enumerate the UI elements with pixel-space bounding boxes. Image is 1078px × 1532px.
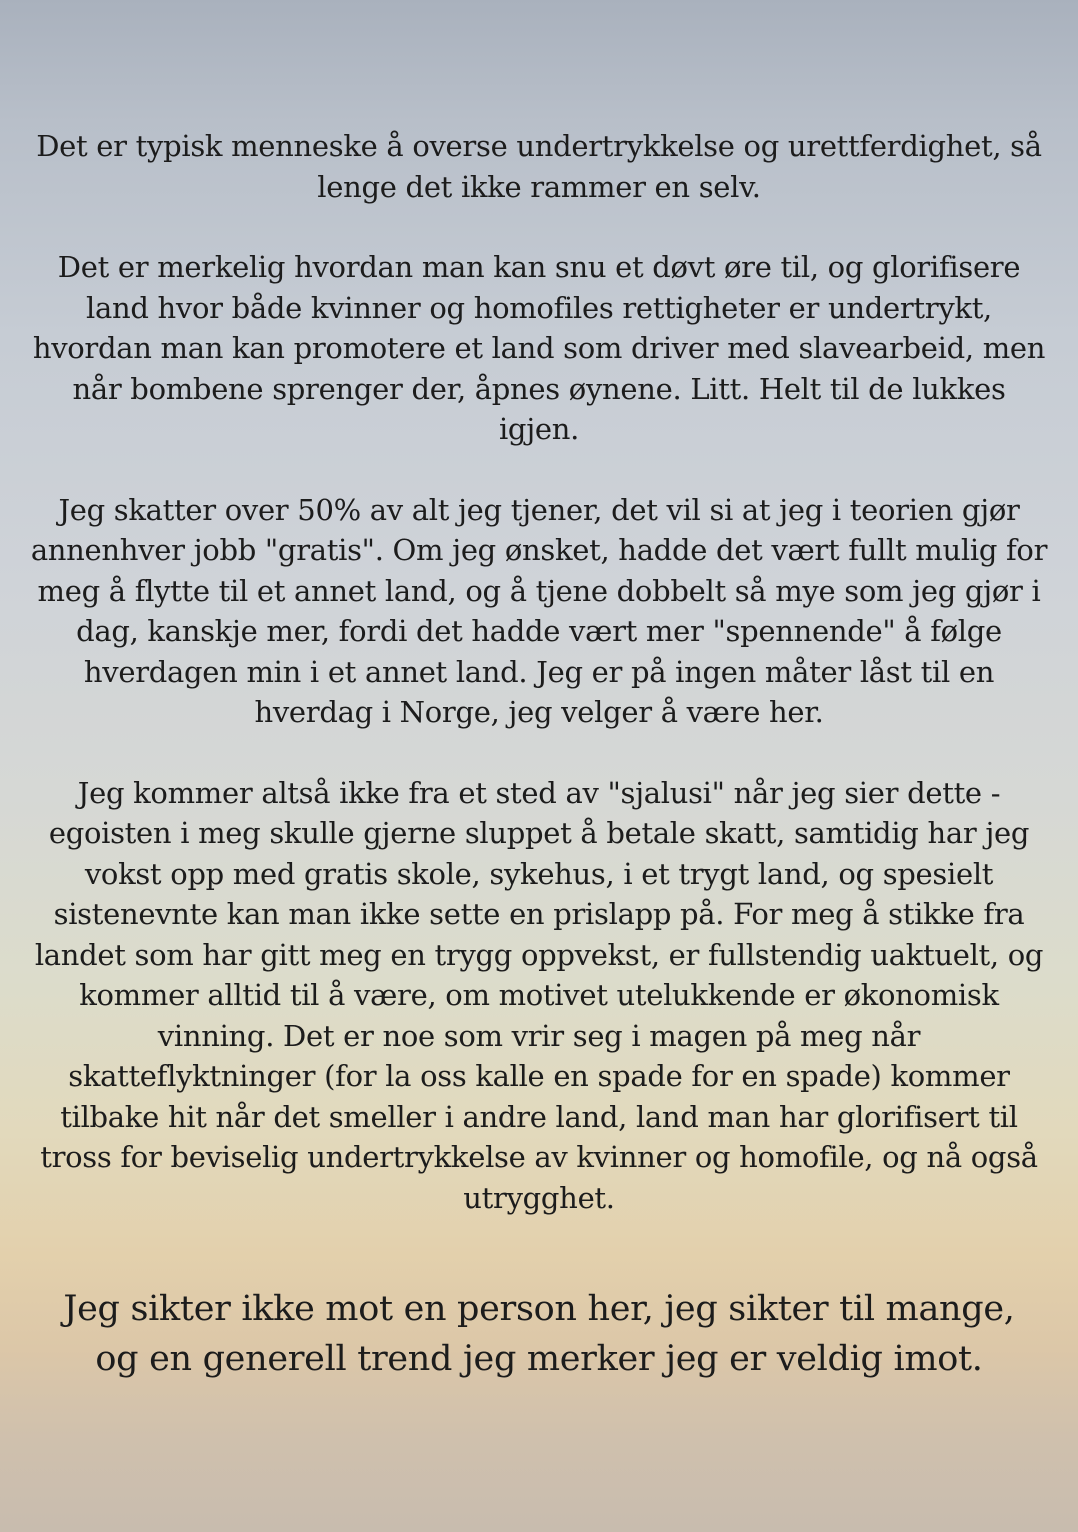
paragraph-1: Det er typisk menneske å overse undertrykkelse og urettferdighet, så lenge det ikke rammer en selv.: [36, 129, 1042, 204]
paragraph-3: Jeg skatter over 50% av alt jeg tjener, det vil si at jeg i teorien gjør annenhver jobb "gratis". Om jeg ønsket, hadde det vært fullt mulig for meg å flytte til et annet land, og å tjene dobbelt så mye som jeg gjør i dag, kanskje mer, fordi det hadde vært mer "spennende" å følge hverdagen min i et annet land. Jeg er på ingen måter låst til en hverdag i Norge, jeg velger å være her.: [30, 492, 1048, 729]
paragraph-2: Det er merkelig hvordan man kan snu et døvt øre til, og glorifisere land hvor både kvinner og homofiles rettigheter er undertrykt, hvordan man kan promotere et land som driver med slavearbeid, men når bombene sprenger der, åpnes øynene. Litt. Helt til de lukkes igjen.: [32, 250, 1046, 446]
story-text: [30, 126, 1048, 1218]
paragraph-4: Jeg kommer altså ikke fra et sted av "sjalusi" når jeg sier dette - egoisten i meg skulle gjerne sluppet å betale skatt, samtidig har jeg vokst opp med gratis skole, sykehus, i et trygt land, og spesielt sistenevnte kan man ikke sette en prislapp på. For meg å stikke fra landet som har gitt meg en trygg oppvekst, er fullstendig uaktuelt, og kommer alltid til å være, om motivet utelukkende er økonomisk vinning. Det er noe som vrir seg i magen på meg når skatteflyktninger (for la oss kalle en spade for en spade) kommer tilbake hit når det smeller i andre land, land man har glorifisert til tross for beviselig undertrykkelse av kvinner og homofile, og nå også utrygghet.: [34, 775, 1044, 1215]
closing-statement: Jeg sikter ikke mot en person her, jeg sikter til mange, og en generell trend jeg merker jeg er veldig imot.: [63, 1289, 1015, 1379]
